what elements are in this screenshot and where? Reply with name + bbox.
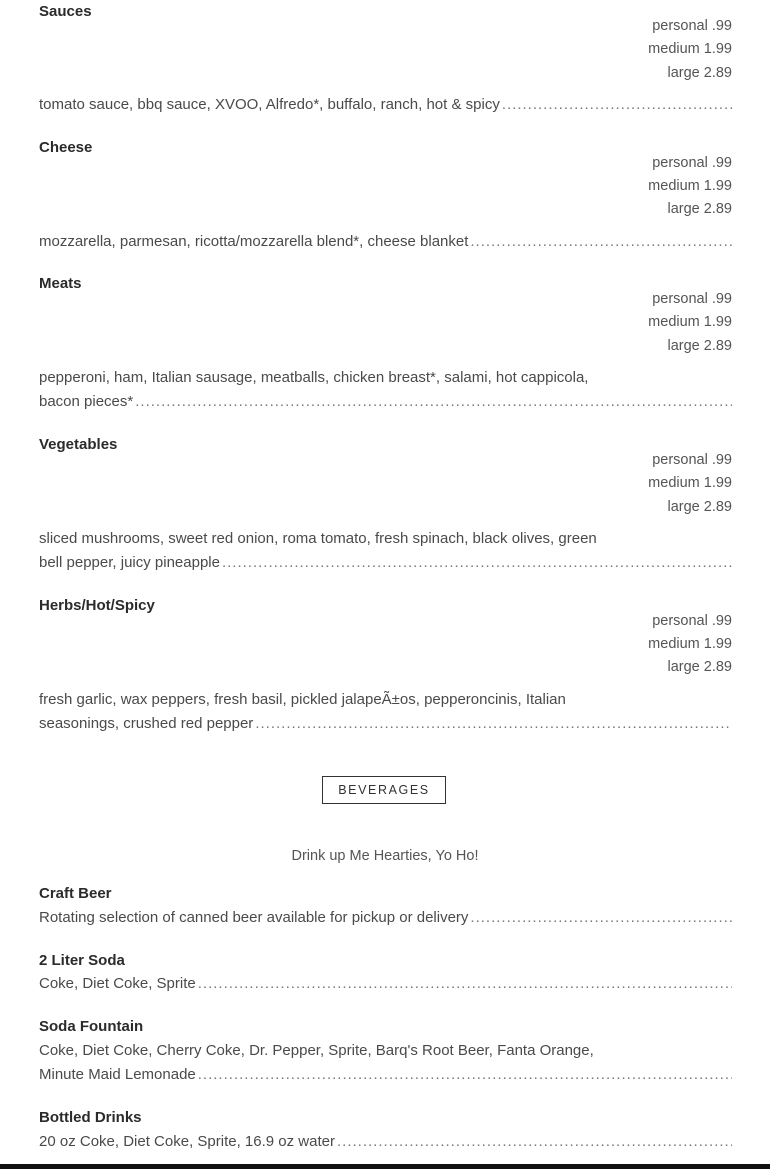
price-medium: medium 1.99	[648, 178, 732, 194]
price-large: large 2.89	[667, 499, 732, 515]
price-large: large 2.89	[667, 659, 732, 675]
section-title-herbs: Herbs/Hot/Spicy	[39, 597, 155, 614]
section-description-meats: pepperoni, ham, Italian sausage, meatballs, chicken breast*, salami, hot cappicola, bacon pieces* .....	[39, 366, 732, 414]
price-medium: medium 1.99	[648, 475, 732, 491]
price-medium: medium 1.99	[648, 41, 732, 57]
section-title-cheese: Cheese	[39, 139, 93, 156]
price-personal: personal .99	[652, 18, 732, 34]
section-title-vegetables: Vegetables	[39, 436, 118, 453]
section-description-vegetables: sliced mushrooms, sweet red onion, roma tomato, fresh spinach, black olives, green bell pepper, juicy pineapple .....	[39, 527, 732, 575]
beverages-tagline: Drink up Me Hearties, Yo Ho!	[291, 848, 479, 864]
price-large: large 2.89	[667, 201, 732, 217]
price-medium: medium 1.99	[648, 314, 732, 330]
item-description-craft-beer: Rotating selection of canned beer available for pickup or delivery .....	[39, 906, 732, 930]
price-personal: personal .99	[652, 155, 732, 171]
item-title-craft-beer: Craft Beer	[39, 885, 112, 902]
price-large: large 2.89	[667, 65, 732, 81]
item-title-soda-fountain: Soda Fountain	[39, 1018, 144, 1035]
item-description-soda-fountain: Coke, Diet Coke, Cherry Coke, Dr. Pepper, Sprite, Barq's Root Beer, Fanta Orange, Minute Maid Lemonade .....	[39, 1039, 732, 1087]
item-description-2-liter-soda: Coke, Diet Coke, Sprite .....	[39, 972, 732, 996]
section-description-cheese: mozzarella, parmesan, ricotta/mozzarella blend*, cheese blanket .....	[39, 230, 732, 254]
price-large: large 2.89	[667, 338, 732, 354]
section-title-meats: Meats	[39, 275, 82, 292]
section-title-sauces: Sauces	[39, 3, 92, 20]
price-personal: personal .99	[652, 613, 732, 629]
bottom-divider	[0, 1164, 770, 1169]
item-title-bottled-drinks: Bottled Drinks	[39, 1109, 142, 1126]
price-personal: personal .99	[652, 291, 732, 307]
item-title-2-liter-soda: 2 Liter Soda	[39, 952, 125, 969]
item-description-bottled-drinks: 20 oz Coke, Diet Coke, Sprite, 16.9 oz water .....	[39, 1130, 732, 1154]
beverages-heading: BEVERAGES	[322, 776, 446, 804]
section-description-sauces: tomato sauce, bbq sauce, XVOO, Alfredo*, buffalo, ranch, hot & spicy .....	[39, 93, 732, 117]
section-description-herbs: fresh garlic, wax peppers, fresh basil, pickled jalapeÃ±os, pepperoncinis, Italian seasonings, crushed red pepper .....	[39, 688, 732, 736]
price-personal: personal .99	[652, 452, 732, 468]
price-medium: medium 1.99	[648, 636, 732, 652]
